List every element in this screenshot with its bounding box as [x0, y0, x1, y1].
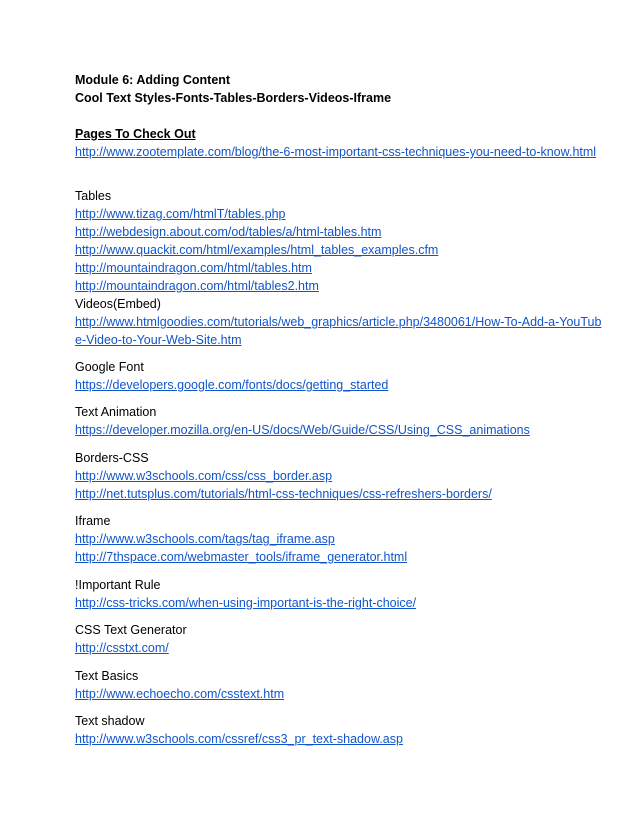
link-borders-1[interactable]: http://www.w3schools.com/css/css_border.asp: [75, 469, 333, 483]
section-heading-important-rule: !Important Rule: [75, 578, 161, 592]
link-text-animation-1[interactable]: https://developer.mozilla.org/en-US/docs/Web/Guide/CSS/Using_CSS_animations: [75, 423, 530, 437]
pages-link[interactable]: http://www.zootemplate.com/blog/the-6-most-important-css-techniques-you-need-to-know.html: [75, 145, 597, 159]
section-heading-css-text-generator: CSS Text Generator: [75, 623, 187, 637]
doc-subtitle: Cool Text Styles-Fonts-Tables-Borders-Videos-Iframe: [75, 91, 392, 105]
link-important-rule-1[interactable]: http://css-tricks.com/when-using-important-is-the-right-choice/: [75, 596, 417, 610]
section-heading-tables: Tables: [75, 189, 112, 203]
link-videos-1-cont[interactable]: e-Video-to-Your-Web-Site.htm: [75, 333, 242, 347]
link-tables-1[interactable]: http://www.tizag.com/htmlT/tables.php: [75, 207, 286, 221]
link-tables-3[interactable]: http://www.quackit.com/html/examples/html_tables_examples.cfm: [75, 243, 439, 257]
pages-heading: Pages To Check Out: [75, 127, 196, 141]
link-videos-1[interactable]: http://www.htmlgoodies.com/tutorials/web_graphics/article.php/3480061/How-To-Add-a-YouTub: [75, 315, 602, 329]
section-heading-text-basics: Text Basics: [75, 669, 139, 683]
section-heading-borders: Borders-CSS: [75, 451, 149, 465]
link-css-text-generator-1[interactable]: http://csstxt.com/: [75, 641, 169, 655]
link-borders-2[interactable]: http://net.tutsplus.com/tutorials/html-css-techniques/css-refreshers-borders/: [75, 487, 492, 501]
link-text-shadow-1[interactable]: http://www.w3schools.com/cssref/css3_pr_text-shadow.asp: [75, 732, 403, 746]
doc-title: Module 6: Adding Content: [75, 73, 231, 87]
link-iframe-1[interactable]: http://www.w3schools.com/tags/tag_iframe.asp: [75, 532, 335, 546]
section-heading-iframe: Iframe: [75, 514, 111, 528]
section-heading-google-font: Google Font: [75, 360, 144, 374]
link-tables-5[interactable]: http://mountaindragon.com/html/tables2.htm: [75, 279, 319, 293]
section-heading-text-animation: Text Animation: [75, 405, 157, 419]
section-heading-videos: Videos(Embed): [75, 297, 161, 311]
link-iframe-2[interactable]: http://7thspace.com/webmaster_tools/iframe_generator.html: [75, 550, 408, 564]
link-tables-4[interactable]: http://mountaindragon.com/html/tables.htm: [75, 261, 312, 275]
link-text-basics-1[interactable]: http://www.echoecho.com/csstext.htm: [75, 687, 285, 701]
link-tables-2[interactable]: http://webdesign.about.com/od/tables/a/html-tables.htm: [75, 225, 382, 239]
section-heading-text-shadow: Text shadow: [75, 714, 145, 728]
link-google-font-1[interactable]: https://developers.google.com/fonts/docs/getting_started: [75, 378, 389, 392]
